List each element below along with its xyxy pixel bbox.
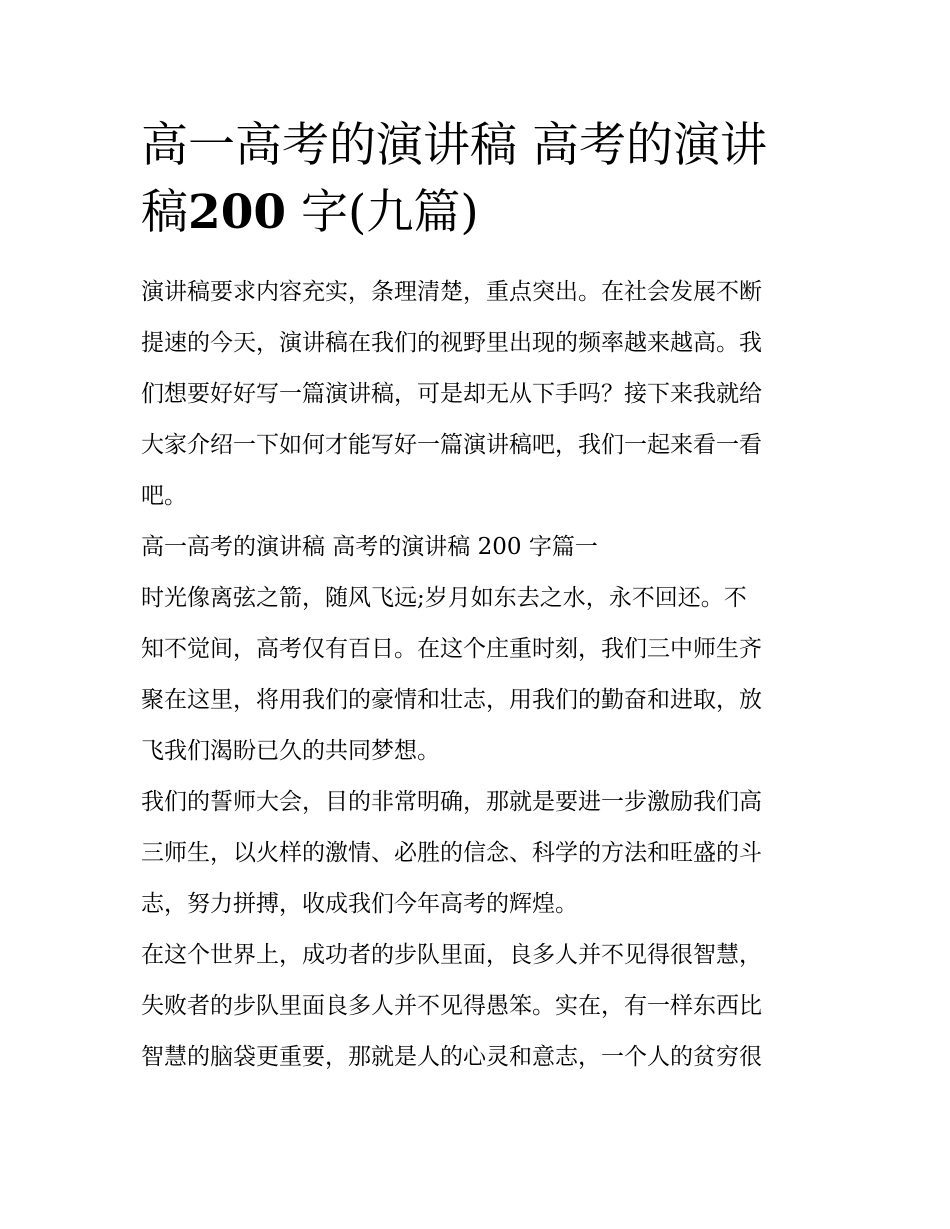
title-line-2 bbox=[141, 179, 813, 246]
paragraph-line: 聚在这里，将用我们的豪情和壮志，用我们的勤奋和进取，放 bbox=[141, 687, 762, 713]
title-number: 200 bbox=[188, 185, 287, 240]
paragraph-line: 飞我们渴盼已久的共同梦想。 bbox=[141, 738, 440, 764]
body-paragraph-1 bbox=[141, 573, 813, 777]
paragraph-line: 在这个世界上，成功者的步队里面，良多人并不见得很智慧， bbox=[141, 942, 762, 968]
paragraph-line: 时光像离弦之箭，随风飞远;岁月如东去之水，永不回还。不 bbox=[141, 585, 747, 611]
paragraph-line: 吧。 bbox=[141, 483, 187, 509]
paragraph-line: 志，努力拼搏，收成我们今年高考的辉煌。 bbox=[141, 891, 578, 917]
title-line-1: 高一高考的演讲稿 高考的演讲 bbox=[141, 118, 767, 173]
paragraph-line: 三师生，以火样的激情、必胜的信念、科学的方法和旺盛的斗 bbox=[141, 840, 762, 866]
paragraph-line: 大家介绍一下如何才能写好一篇演讲稿吧，我们一起来看一看 bbox=[141, 432, 762, 458]
section-heading-text: 高一高考的演讲稿 高考的演讲稿 200 字篇一 bbox=[141, 534, 598, 560]
intro-paragraph bbox=[141, 267, 813, 522]
document-title bbox=[141, 112, 813, 246]
section-heading bbox=[141, 522, 813, 573]
body-paragraph-3 bbox=[141, 930, 813, 1083]
title-line-2-text: 稿 bbox=[141, 185, 188, 240]
body-paragraph-2 bbox=[141, 777, 813, 930]
paragraph-line: 知不觉间，高考仅有百日。在这个庄重时刻，我们三中师生齐 bbox=[141, 636, 762, 662]
document-page bbox=[141, 112, 813, 1083]
paragraph-line: 失败者的步队里面良多人并不见得愚笨。实在，有一样东西比 bbox=[141, 993, 762, 1019]
paragraph-line: 智慧的脑袋更重要，那就是人的心灵和意志，一个人的贫穷很 bbox=[141, 1044, 762, 1070]
paragraph-line: 演讲稿要求内容充实，条理清楚，重点突出。在社会发展不断 bbox=[141, 279, 762, 305]
paragraph-line: 们想要好好写一篇演讲稿，可是却无从下手吗？接下来我就给 bbox=[141, 381, 762, 407]
title-line-2-suffix: 字(九篇) bbox=[286, 185, 479, 240]
paragraph-line: 提速的今天，演讲稿在我们的视野里出现的频率越来越高。我 bbox=[141, 330, 762, 356]
paragraph-line: 我们的誓师大会，目的非常明确，那就是要进一步激励我们高 bbox=[141, 789, 762, 815]
